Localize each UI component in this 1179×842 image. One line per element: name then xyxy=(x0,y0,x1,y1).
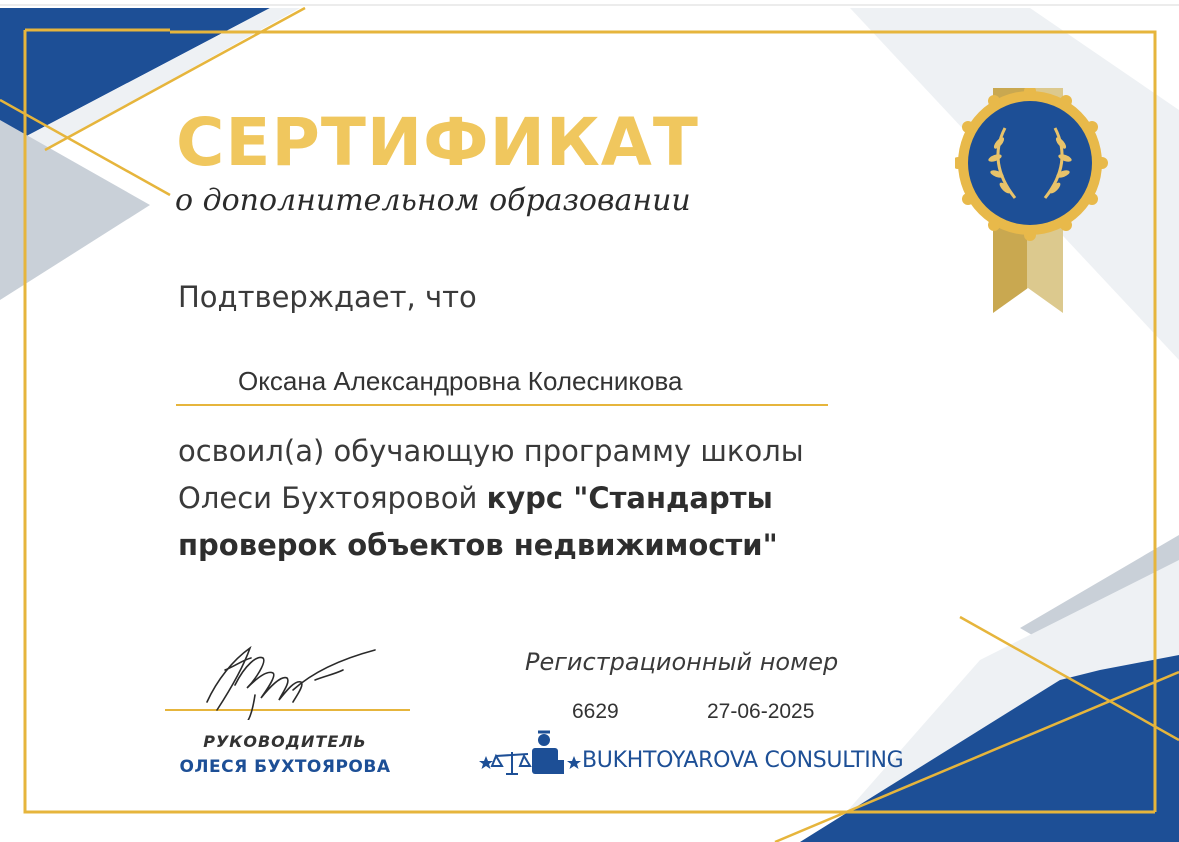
signatory-name: ОЛЕСЯ БУХТОЯРОВА xyxy=(179,757,391,777)
program-description xyxy=(178,428,938,569)
award-seal-icon xyxy=(955,88,1115,318)
brand-name: BUKHTOYAROVA CONSULTING xyxy=(582,748,904,773)
brand-logo-icon xyxy=(478,730,583,780)
course-title-part-2: проверок объектов недвижимости" xyxy=(178,528,778,562)
recipient-name: Оксана Александровна Колесникова xyxy=(238,366,683,396)
school-name: Олеси Бухтояровой xyxy=(178,481,487,515)
program-line-1: освоил(а) обучающую программу школы xyxy=(178,434,804,468)
program-line-2 xyxy=(178,475,938,522)
certificate-title: СЕРТИФИКАТ xyxy=(176,104,699,181)
signature-image xyxy=(195,640,385,720)
registration-date: 27-06-2025 xyxy=(707,700,815,723)
signatory-block xyxy=(170,732,400,777)
signatory-role: РУКОВОДИТЕЛЬ xyxy=(203,732,367,751)
certificate-subtitle: о дополнительном образовании xyxy=(175,183,691,218)
course-title-part-1: курс "Стандарты xyxy=(486,481,773,515)
registration-label: Регистрационный номер xyxy=(525,648,839,676)
grey-triangle-left xyxy=(0,120,150,300)
confirms-text: Подтверждает, что xyxy=(178,280,477,314)
program-line-3 xyxy=(178,522,938,569)
registration-number: 6629 xyxy=(572,700,619,723)
